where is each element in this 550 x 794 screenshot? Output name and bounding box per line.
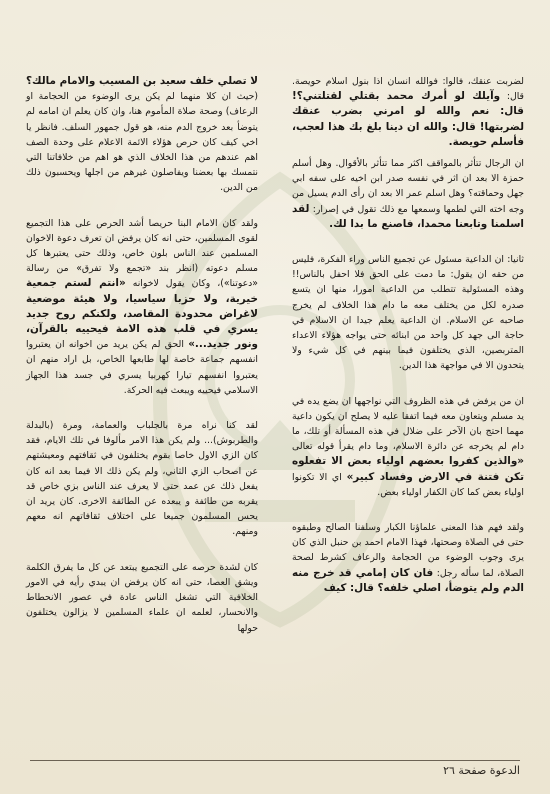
text-segment: (حيث ان كلا منهما لم يكن يرى الوضوء من الحجامة او الرعاف) وصحة صلاة المأموم هنا، وان كان يعلم ان امامه لم يتوضأ بعد خروج الدم منه، هو قول جمهور السلف. فانظر يا اخي كيف كان حرص هؤلاء الائمة الاعلام على وحدة الصف اهم عندهم من هذا الخلاف الذي هو اهم من خلافاتنا التي نتمسك بها بعضنا ويفاصلون غيرهم من اجلها ويحسبون ذلك من الدين. — [26, 91, 258, 194]
paragraph — [292, 252, 524, 374]
text-segment: الحق لم يكن يريد من اخوانه ان يعتبروا انفسهم جماعة خاصة لها طابعها الخاص، بل اراد منهم ان يعتبروا انفسهم تيارا كهربيا يسري في جسد هذا الجهاز الاسلامي فيحييه ويبعث فيه الحركة. — [26, 339, 258, 396]
text-segment: لقد كنا نراه مرة بالجلباب والعمامة، ومرة (بالبدلة والطربوش)... ولم يكن هذا الامر مألوفا في تلك الايام، فقد كان الزي الاول خاصا بقوم يختلفون في ثقافتهم ومعيشتهم عن اصحاب الزي الثاني، ولم يكن ذلك الا فيما بعد انه كان يفعل ذلك عن عمد حتى لا يعرف عند الناس بزي خاص قد يقربه من طائفة و يبعده عن الطائفة الاخرى. كان يريد ان يحس المسلمون جميعا على اختلاف ثقافاتهم انه معهم ومنهم. — [26, 420, 258, 538]
paragraph-gap — [26, 404, 258, 418]
bold-text-segment: لا تصلي خلف سعيد بن المسيب والامام مالك؟ — [26, 75, 258, 87]
bold-text-segment: «والذين كفروا بعضهم اولياء بعض الا تفعلوه تكن فتنة في الارض وفساد كبير» — [292, 455, 524, 483]
bold-text-segment: «انتم لستم جمعية خيرية، ولا حزبا سياسيا، ولا هيئة موضعية لاغراض محدودة المقاصد، ولكنكم روح جديد يسري في قلب هذه الامة فيحييه بالقرآن، ونور جديد...» — [26, 277, 258, 351]
bold-text-segment: وآيلك لو أمرك محمد بقتلي لقتلتني؟! قال: نعم والله لو امرني بضرب عنقك لضربتها! قال: والله ان دينا بلغ بك هذا لعجب، فأسلم حويصة. — [292, 90, 524, 148]
paragraph — [26, 418, 258, 540]
text-segment: ولقد فهم هذا المعنى علماؤنا الكبار وسلفنا الصالح وطبقوه حتى في الصلاة وصحتها، فهذا الامام احمد بن حنبل الذي كان يرى وجوب الوضوء من الحجامة والرعاف كشرط لصحة الصلاة، لما سأله رجل: — [292, 522, 524, 579]
text-segment: كان لشدة حرصه على التجميع يبتعد عن كل ما يفرق الكلمة ويشق العصا، حتى انه كان يرفض ان يبدي رأيه في الامور الخلافية التي تشغل الناس عادة في عصور الانحطاط والانحسار، لعلمه ان علماء المسلمين لا يزالون يختلفون حولها — [26, 561, 258, 634]
right-text-column — [292, 74, 524, 602]
text-segment: ولقد كان الامام البنا حريصا أشد الحرص على هذا التجميع لقوى المسلمين، حتى انه كان يرفض ان تعرف دعوة الاخوان المسلمين عند الناس بلون خاص، وذلك حتى يعتبرها كل مسلم دعوته (انظر بند «تجمع ولا تفرق» من رسالة «دعوتنا»)، وكان يقول لاخوانه — [26, 217, 258, 290]
paragraph-gap — [26, 546, 258, 560]
left-text-column — [26, 74, 258, 642]
bold-text-segment: لقد اسلمنا وتابعنا محمدا، فاصنع ما بدا لك. — [292, 202, 524, 230]
text-segment: لضربت عنقك، فالوا: فوالله انسان اذا بنول اسلام حويصة. قال: — [292, 76, 524, 103]
text-segment: اي الا تكونوا اولياء بعض كما كان الكفار اولياء بعض. — [292, 471, 524, 498]
paragraph-gap — [292, 380, 524, 394]
paragraph — [26, 560, 258, 636]
page-footer — [0, 760, 550, 782]
paragraph — [26, 74, 258, 196]
paragraph — [292, 520, 524, 596]
paragraph — [292, 156, 524, 232]
footer-page-label: الدعوة صفحة ٢٦ — [443, 764, 520, 777]
paragraph — [26, 216, 258, 398]
paragraph-gap — [292, 506, 524, 520]
bold-text-segment: فان كان إمامي قد خرج منه الدم ولم يتوضأ، اصلي خلفه؟ قال: كيف — [292, 566, 524, 594]
paragraph — [292, 394, 524, 500]
paragraph-gap — [292, 238, 524, 252]
paragraph — [292, 74, 524, 150]
paragraph-gap — [26, 202, 258, 216]
footer-rule — [30, 760, 520, 761]
text-segment: ان الرجال تتأثر بالمواقف اكثر مما تتأثر بالأقوال. وهل أسلم حمزة الا بعد ان اثر في نفسه صدر ابن اخيه على سفه ابي جهل وحماقته؟ وهل اسلم عمر الا بعد ان رأى الدم يسيل من وجه اخته التي لطمها وسمعها مع ذلك تقول في إصرار: — [292, 158, 524, 215]
text-segment: ان من يرفض في هذه الظروف التي نواجهها ان يضع يده في يد مسلم ويتعاون معه فيما اتفقا عليه لا يصلح ان يكون داعية مهما احتج بان الآخر على ضلال في هذه المسألة أو تلك، ما دام لم يخرجه عن دائرة الاسلام، وما دام يقرأ قوله تعالى — [292, 395, 524, 453]
text-segment: ثانيا: ان الداعية مسئول عن تجميع الناس وراء الفكرة، فليس من حقه ان يقول: ما دمت على الحق فلا احفل بالناس!! وهذه المسئولية تتطلب من الداعية امورا، منها ان يتسع صدره لكل من يختلف معه ما دام هذا الخلاف لم يخرج صاحبه عن الاسلام. ان الداعية يعلم جيدا ان الاسلام في حاجة الى جهد كل واحد من ابنائه حتى يواجه هؤلاء الاعداء المتربصين، الذي يختلفون فيما بينهم في كل شيء ولا يتحدون الا في مواجهة هذا الدين. — [292, 254, 524, 372]
